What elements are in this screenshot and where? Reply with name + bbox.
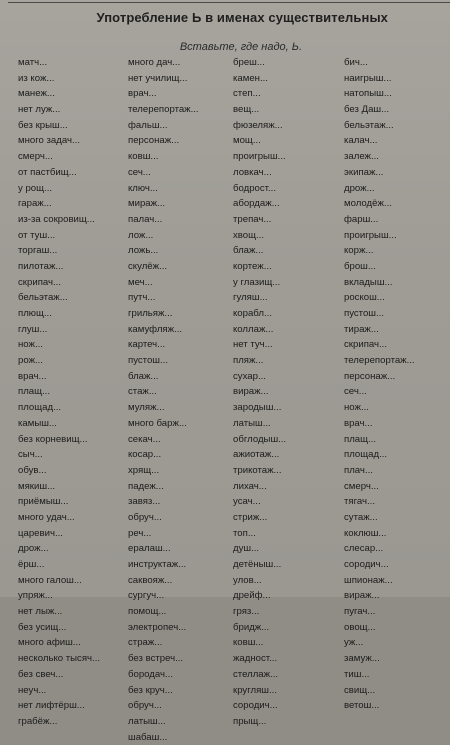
- word-entry: скрипач...: [344, 339, 388, 351]
- word-entry: секач...: [128, 433, 161, 445]
- word-entry: вещ...: [233, 104, 260, 116]
- word-entry: ёрш...: [18, 559, 45, 570]
- word-entry: абордаж...: [233, 198, 280, 210]
- word-entry: без усищ...: [18, 621, 67, 633]
- word-entry: дрейф...: [233, 590, 271, 602]
- word-entry: обруч...: [128, 511, 162, 523]
- word-entry: плащ...: [344, 433, 377, 445]
- word-entry: камыш...: [18, 417, 57, 429]
- word-entry: из-за сокровищ...: [18, 213, 95, 225]
- word-entry: ковш...: [233, 637, 264, 649]
- word-entry: плач...: [344, 464, 373, 476]
- word-entry: скрипач...: [18, 276, 62, 288]
- word-entry: фальш...: [128, 119, 168, 131]
- word-entry: пустош...: [344, 308, 384, 319]
- word-entry: картеч...: [128, 339, 166, 351]
- word-entry: много задач...: [18, 135, 80, 147]
- word-entry: падеж...: [128, 480, 164, 492]
- word-entry: залеж...: [344, 151, 379, 163]
- word-entry: ковш...: [128, 151, 159, 163]
- word-entry: ловкач...: [233, 166, 272, 178]
- word-entry: нет училищ...: [128, 72, 188, 84]
- word-entry: неуч...: [18, 684, 47, 696]
- word-entry: много дач...: [128, 57, 181, 68]
- word-entry: детёныш...: [233, 559, 282, 570]
- word-entry: персонаж...: [344, 370, 396, 382]
- word-entry: сеч...: [344, 386, 367, 398]
- word-entry: торгаш...: [18, 245, 58, 257]
- word-entry: сеч...: [128, 166, 151, 178]
- word-entry: хвощ...: [233, 229, 265, 241]
- word-entry: ложь...: [128, 245, 159, 257]
- word-entry: улов...: [233, 574, 262, 586]
- word-entry: много барж...: [128, 417, 187, 429]
- word-entry: натопыш...: [344, 88, 392, 100]
- word-entry: проигрыш...: [233, 151, 286, 163]
- word-columns: [0, 55, 450, 743]
- word-entry: тягач...: [344, 496, 375, 508]
- word-entry: слесар...: [344, 543, 384, 555]
- word-column-2: [128, 55, 199, 745]
- word-entry: уж...: [344, 637, 364, 649]
- word-entry: бридж...: [233, 621, 270, 633]
- word-entry: ключ...: [128, 182, 158, 194]
- word-entry: камуфляж...: [128, 323, 183, 335]
- word-entry: ералаш...: [128, 543, 171, 555]
- word-entry: степ...: [233, 88, 261, 100]
- word-entry: корж...: [344, 245, 374, 257]
- word-entry: завяз...: [128, 496, 161, 508]
- word-entry: гараж...: [18, 198, 52, 210]
- word-column-4: [344, 55, 415, 714]
- word-entry: ажиотаж...: [233, 449, 280, 461]
- word-entry: фюзеляж...: [233, 119, 283, 131]
- word-entry: рож...: [18, 355, 43, 367]
- word-entry: у рощ...: [18, 182, 53, 194]
- word-entry: пустош...: [128, 355, 168, 367]
- word-entry: коклюш...: [344, 527, 387, 539]
- word-entry: трикотаж...: [233, 464, 282, 476]
- word-entry: пилотаж...: [18, 260, 64, 272]
- word-entry: стриж...: [233, 511, 268, 523]
- word-entry: палач...: [128, 213, 163, 225]
- word-entry: у глазищ...: [233, 276, 281, 288]
- word-entry: царевич...: [18, 527, 63, 539]
- word-entry: площад...: [344, 449, 388, 461]
- word-entry: овощ...: [344, 621, 376, 633]
- page-title: Употребление Ь в именах существительных: [96, 10, 388, 25]
- word-entry: сородич...: [344, 559, 389, 570]
- word-entry: плащ...: [18, 386, 51, 398]
- word-entry: вираж...: [233, 386, 269, 398]
- word-entry: инструктаж...: [128, 559, 187, 570]
- word-entry: коллаж...: [233, 323, 274, 335]
- word-entry: стеллаж...: [233, 668, 279, 680]
- word-entry: жадност...: [233, 653, 278, 665]
- word-entry: бородач...: [128, 668, 174, 680]
- word-entry: бельэтаж...: [18, 292, 68, 304]
- word-entry: телерепортаж...: [344, 355, 415, 367]
- word-entry: экипаж...: [344, 166, 384, 178]
- word-entry: косар...: [128, 449, 162, 461]
- word-entry: из кож...: [18, 72, 55, 84]
- word-entry: путч...: [128, 292, 156, 304]
- word-entry: сургуч...: [128, 590, 165, 602]
- word-entry: реч...: [128, 527, 152, 539]
- word-entry: площад...: [18, 402, 62, 414]
- word-entry: нет лифтёрш...: [18, 700, 85, 712]
- word-entry: страж...: [128, 637, 163, 649]
- word-entry: мираж...: [128, 198, 166, 210]
- word-entry: трепач...: [233, 213, 272, 225]
- word-entry: фарш...: [344, 213, 379, 225]
- word-entry: вираж...: [344, 590, 380, 602]
- word-entry: душ...: [233, 543, 260, 555]
- word-entry: муляж...: [128, 402, 165, 414]
- word-entry: без Даш...: [344, 104, 390, 116]
- word-entry: врач...: [128, 88, 157, 100]
- word-entry: тираж...: [344, 323, 379, 335]
- word-entry: дрож...: [344, 182, 375, 194]
- word-entry: блаж...: [128, 370, 159, 382]
- word-entry: усач...: [233, 496, 261, 508]
- word-entry: мякиш...: [18, 480, 56, 492]
- word-entry: роскош...: [344, 292, 385, 304]
- word-entry: молодёж...: [344, 198, 392, 210]
- word-entry: скулёж...: [128, 260, 168, 272]
- word-entry: несколько тысяч...: [18, 653, 101, 665]
- word-entry: сыч...: [18, 449, 43, 461]
- word-entry: кругляш...: [233, 684, 277, 696]
- word-entry: шпионаж...: [344, 574, 393, 586]
- word-entry: телерепортаж...: [128, 104, 199, 116]
- word-entry: обруч...: [128, 700, 162, 712]
- word-entry: от пастбищ...: [18, 166, 77, 178]
- word-entry: ветош...: [344, 700, 380, 712]
- word-entry: сутаж...: [344, 511, 378, 523]
- word-entry: врач...: [344, 417, 373, 429]
- word-entry: бодрост...: [233, 182, 277, 194]
- word-entry: смерч...: [344, 480, 379, 492]
- word-entry: обглодыш...: [233, 433, 287, 445]
- word-entry: свищ...: [344, 684, 376, 696]
- word-entry: пугач...: [344, 606, 376, 618]
- word-entry: помощ...: [128, 606, 167, 618]
- word-entry: наигрыш...: [344, 72, 392, 84]
- word-entry: латыш...: [128, 715, 166, 727]
- word-entry: проигрыш...: [344, 229, 397, 241]
- word-entry: сородич...: [233, 700, 278, 712]
- word-entry: блаж...: [233, 245, 264, 257]
- word-entry: нож...: [344, 402, 369, 414]
- word-entry: без свеч...: [18, 668, 64, 680]
- word-entry: нет луж...: [18, 104, 61, 116]
- word-entry: нож...: [18, 339, 43, 351]
- word-entry: смерч...: [18, 151, 53, 163]
- word-entry: вкладыш...: [344, 276, 393, 288]
- word-entry: бич...: [344, 57, 368, 68]
- word-entry: приёмыш...: [18, 496, 69, 508]
- word-entry: грабёж...: [18, 715, 58, 727]
- word-entry: упряж...: [18, 590, 53, 602]
- word-entry: меч...: [128, 276, 153, 288]
- word-entry: обув...: [18, 464, 47, 476]
- word-entry: топ...: [233, 527, 256, 539]
- task-instruction: Вставьте, где надо, Ь.: [179, 41, 302, 53]
- word-entry: без корневищ...: [18, 433, 88, 445]
- word-entry: гряз...: [233, 606, 260, 618]
- word-entry: прыщ...: [233, 715, 267, 727]
- word-entry: персонаж...: [128, 135, 180, 147]
- word-entry: плющ...: [18, 308, 52, 319]
- word-entry: калач...: [344, 135, 378, 147]
- word-entry: шабаш...: [128, 731, 168, 743]
- word-entry: матч...: [18, 57, 48, 68]
- word-entry: грильяж...: [128, 308, 173, 319]
- word-entry: много удач...: [18, 511, 75, 523]
- word-entry: глуш...: [18, 323, 48, 335]
- word-entry: без крыш...: [18, 119, 68, 131]
- word-entry: хрящ...: [128, 464, 160, 476]
- word-entry: брош...: [344, 260, 376, 272]
- word-entry: лихач...: [233, 480, 267, 492]
- word-entry: врач...: [18, 370, 47, 382]
- word-entry: нет лыж...: [18, 606, 63, 618]
- word-entry: корабл...: [233, 308, 272, 319]
- word-entry: манеж...: [18, 88, 55, 100]
- word-entry: много галош...: [18, 574, 82, 586]
- word-entry: бельэтаж...: [344, 119, 394, 131]
- word-entry: замуж...: [344, 653, 380, 665]
- word-entry: стаж...: [128, 386, 157, 398]
- word-entry: кортеж...: [233, 260, 272, 272]
- word-entry: камен...: [233, 72, 268, 84]
- word-entry: зародыш...: [233, 402, 282, 414]
- word-entry: мощ...: [233, 135, 261, 147]
- word-column-3: [233, 55, 286, 730]
- word-column-1: [18, 55, 100, 730]
- word-entry: дрож...: [18, 543, 49, 555]
- word-entry: без встреч...: [128, 653, 184, 665]
- word-entry: саквояж...: [128, 574, 173, 586]
- word-entry: пляж...: [233, 355, 264, 367]
- word-entry: бреш...: [233, 57, 265, 68]
- word-entry: гуляш...: [233, 292, 268, 304]
- word-entry: от туш...: [18, 229, 56, 241]
- word-entry: латыш...: [233, 417, 271, 429]
- word-entry: электропеч...: [128, 621, 187, 633]
- word-entry: много афиш...: [18, 637, 81, 649]
- word-entry: без круч...: [128, 684, 173, 696]
- word-entry: лож...: [128, 229, 154, 241]
- header-rule: [8, 2, 450, 3]
- word-entry: нет туч...: [233, 339, 273, 351]
- word-entry: сухар...: [233, 370, 266, 382]
- word-entry: тиш...: [344, 668, 370, 680]
